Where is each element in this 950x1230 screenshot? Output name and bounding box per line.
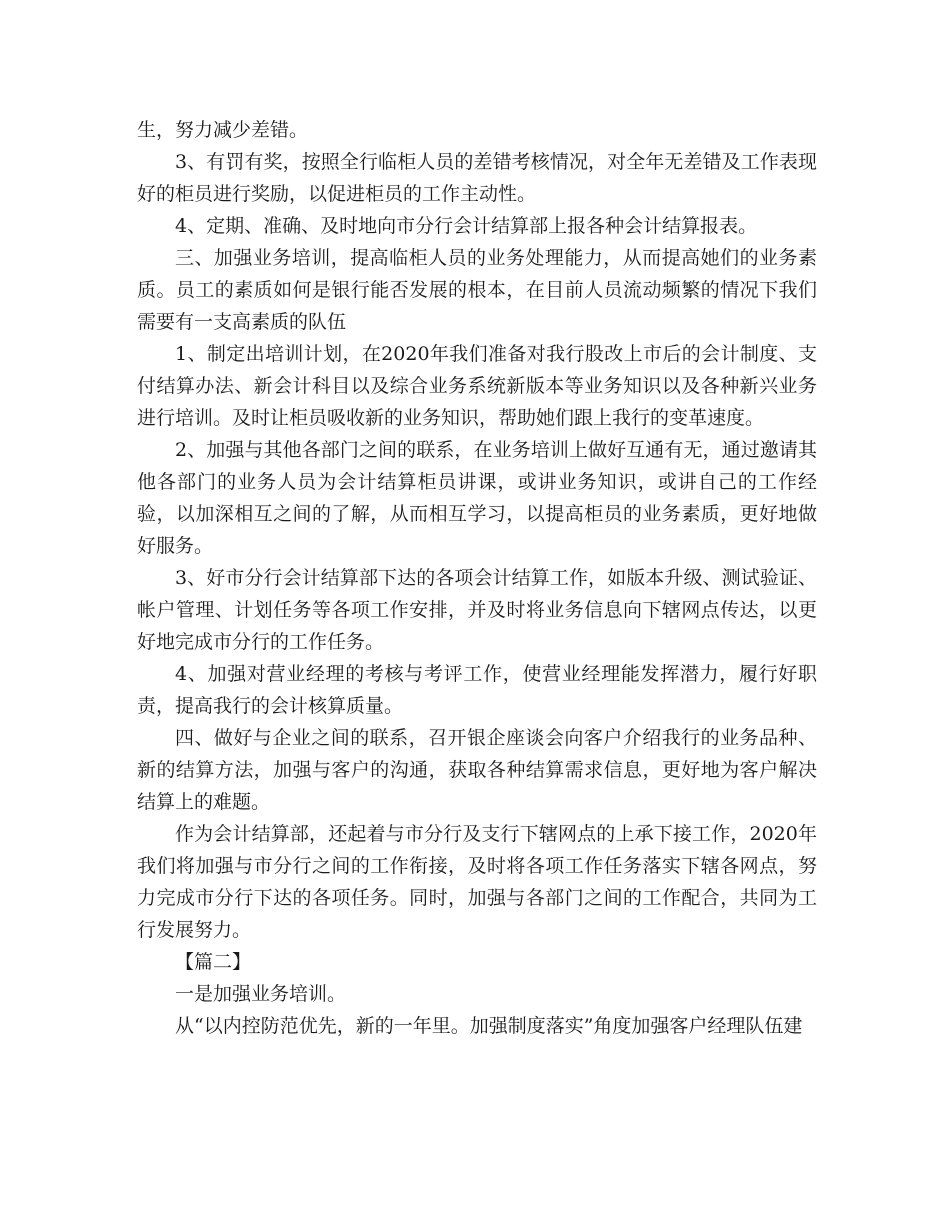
paragraph-13: 从“以内控防范优先，新的一年里。加强制度落实”角度加强客户经理队伍建 xyxy=(175,1015,803,1037)
paragraph-6: 2、加强与其他各部门之间的联系，在业务培训上做好互通有无，通过邀请其他各部门的业务人员为会计结算柜员讲课，或讲业务知识，或讲自己的工作经验，以加深相互之间的了解，从而相互学习，以提高柜员的业务素质，更好地做好服务。 xyxy=(137,439,817,557)
paragraph-8: 4、加强对营业经理的考核与考评工作，使营业经理能发挥潜力，履行好职责，提高我行的会计核算质量。 xyxy=(137,663,817,717)
paragraph-2: 3、有罚有奖，按照全行临柜人员的差错考核情况，对全年无差错及工作表现好的柜员进行奖励，以促进柜员的工作主动性。 xyxy=(137,151,817,205)
paragraph-5: 1、制定出培训计划，在2020年我们准备对我行股改上市后的会计制度、支付结算办法、新会计科目以及综合业务系统新版本等业务知识以及各种新兴业务进行培训。及时让柜员吸收新的业务知识，帮助她们跟上我行的变革速度。 xyxy=(137,343,817,429)
paragraph-1: 生，努力减少差错。 xyxy=(137,119,309,141)
paragraph-4: 三、加强业务培训，提高临柜人员的业务处理能力，从而提高她们的业务素质。员工的素质如何是银行能否发展的根本，在目前人员流动频繁的情况下我们需要有一支高素质的队伍 xyxy=(137,247,817,333)
paragraph-10: 作为会计结算部，还起着与市分行及支行下辖网点的上承下接工作，2020年我们将加强与市分行之间的工作衔接，及时将各项工作任务落实下辖各网点，努力完成市分行下达的各项任务。同时，加强与各部门之间的工作配合，共同为工行发展努力。 xyxy=(137,823,817,941)
paragraph-12: 一是加强业务培训。 xyxy=(175,983,347,1005)
paragraph-9: 四、做好与企业之间的联系，召开银企座谈会向客户介绍我行的业务品种、新的结算方法，加强与客户的沟通，获取各种结算需求信息，更好地为客户解决结算上的难题。 xyxy=(137,727,817,813)
section-heading-2: 【篇二】 xyxy=(175,951,252,973)
paragraph-3: 4、定期、准确、及时地向市分行会计结算部上报各种会计结算报表。 xyxy=(175,215,758,237)
paragraph-7: 3、好市分行会计结算部下达的各项会计结算工作，如版本升级、测试验证、帐户管理、计划任务等各项工作安排，并及时将业务信息向下辖网点传达，以更好地完成市分行的工作任务。 xyxy=(137,567,817,653)
document-body xyxy=(137,114,817,1042)
